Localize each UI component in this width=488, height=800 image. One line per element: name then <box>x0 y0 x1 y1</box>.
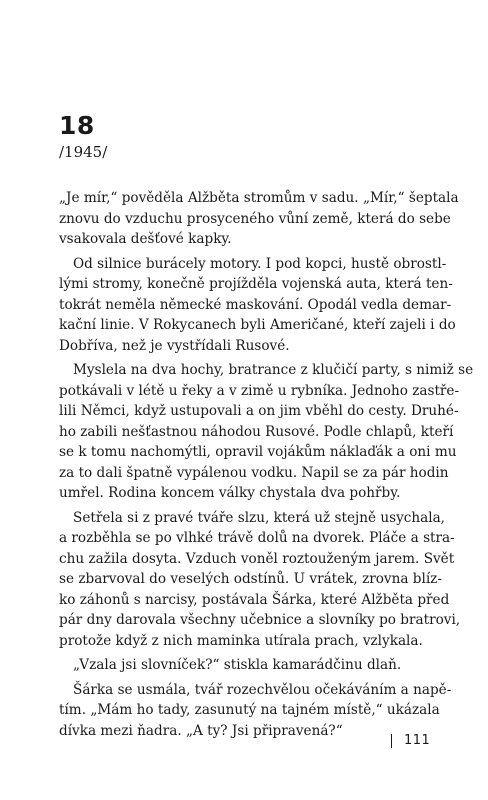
text-line: se zbarvoval do veselých odstínů. U vrátek, zrovna blíz- <box>59 571 442 587</box>
text-line: pár dny darovala všechny učebnice a slovníky po bratrovi, <box>59 612 461 628</box>
text-line: Setřela si z pravé tváře slzu, která už stejně usychala, <box>73 509 445 526</box>
text-line: ko záhonů s narcisy, postávala Šárka, které Alžběta před <box>59 591 450 608</box>
chapter-year: /1945/ <box>59 143 108 161</box>
text-line: protože když z nich maminka utírala prach, vzlykala. <box>59 632 423 649</box>
text-line: lými stromy, konečně projížděla vojenská auta, která ten- <box>59 276 453 292</box>
text-line: Myslela na dva hochy, bratrance z klučičí party, s nimiž se <box>73 362 474 378</box>
text-line: znovu do vzduchu prosyceného vůní země, která do sebe <box>59 210 451 227</box>
text-line: „Vzala jsi slovníček?“ stiskla kamarádčinu dlaň. <box>73 657 402 673</box>
paragraph <box>59 508 461 652</box>
text-line: ho zabili nešťastnou náhodou Rusové. Podle chlapů, kteří <box>59 423 454 440</box>
paragraph <box>59 680 452 742</box>
chapter-number: 18 <box>59 111 95 140</box>
text-line: Od silnice burácely motory. I pod kopci, hustě obrostl- <box>73 255 447 272</box>
body-text <box>59 188 474 741</box>
paragraph <box>59 254 456 357</box>
text-line: za to dali špatně vypálenou vodku. Napil se za pár hodin <box>59 464 449 481</box>
text-line: lili Němci, když ustupovali a on jim vběhl do cesty. Druhé- <box>59 403 459 419</box>
text-line: chu zažila dosyta. Vzduch voněl roztouženým jarem. Svět <box>59 550 455 567</box>
text-line: dívka mezi ňadra. „A ty? Jsi připravená?“ <box>59 722 343 739</box>
text-line: a rozběhla se po vlhké trávě dolů na dvorek. Pláče a stra- <box>59 530 455 546</box>
footer-divider <box>391 734 392 748</box>
text-line: vsakovala dešťové kapky. <box>59 231 232 247</box>
text-line: Šárka se usmála, tvář rozechvělou očekáváním a napě- <box>73 681 452 698</box>
text-line: se k tomu nachomýtli, opravil vojákům náklaďák a oni mu <box>59 444 457 460</box>
text-line: kační linie. V Rokycanech byli Američané, kteří zajeli i do <box>59 317 456 333</box>
text-line: tokrát neměla německé maskování. Opodál vedla demar- <box>59 296 452 313</box>
paragraph <box>59 360 474 504</box>
text-line: tím. „Mám ho tady, zasunutý na tajném místě,“ ukázala <box>59 702 440 718</box>
text-line: umřel. Rodina koncem války chystala dva pohřby. <box>59 485 401 501</box>
text-line: Dobříva, než je vystřídali Rusové. <box>59 337 290 354</box>
paragraph <box>59 655 430 676</box>
text-line: „Je mír,“ pověděla Alžběta stromům v sadu. „Mír,“ šeptala <box>59 190 459 206</box>
page-number: 111 <box>404 733 431 748</box>
text-line: potkávali v létě u řeky a v zimě u rybníka. Jednoho zastře- <box>59 382 460 399</box>
paragraph <box>59 188 459 250</box>
